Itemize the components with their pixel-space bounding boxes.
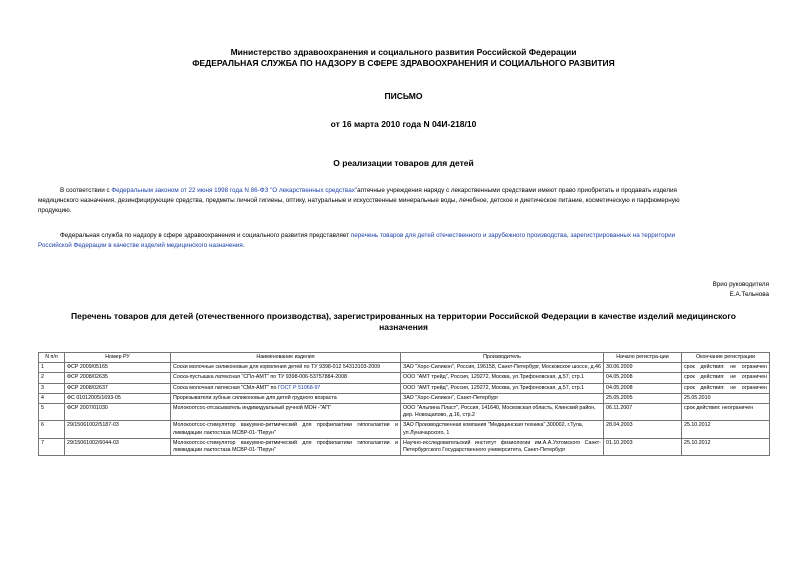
cell-manufacturer: Научно-исследовательский институт физиологии им.А.А.Ухтомского Санкт-Петербургского Государственного университета, Санкт-Петербург — [401, 438, 604, 455]
cell-start: 30.06.2009 — [604, 363, 682, 373]
list-title-line-2: назначения — [379, 322, 428, 332]
paragraph-1 — [38, 186, 769, 216]
cell-reg-number: ФСР 2007/01030 — [65, 404, 171, 421]
paragraph-1-line-1 — [38, 186, 769, 196]
cell-end: 25.10.2012 — [682, 438, 770, 455]
cell-start: 01.10.2003 — [604, 438, 682, 455]
table-row — [39, 421, 770, 438]
col-start-header: Начало регистра-ции — [604, 353, 682, 363]
doc-type: ПИСЬМО — [384, 91, 423, 101]
cell-end: срок действия: не ограничен — [682, 383, 770, 393]
cell-start: 28.04.2003 — [604, 421, 682, 438]
table-row — [39, 363, 770, 373]
cell-manufacturer: ООО "Альпина Пласт", Россия, 141640, Московская область, Клинский район, дер. Новощапово, д.16, стр.2 — [401, 404, 604, 421]
p2-prefix: Федеральная служба по надзору в сфере здравоохранения и социального развития представляет — [60, 232, 351, 239]
col-number-header: N п/п — [39, 353, 65, 363]
gost-link[interactable]: ГОСТ Р 51068-97 — [277, 384, 321, 391]
cell-product: Прорезыватели зубные силиконовые для детей грудного возраста — [171, 393, 401, 403]
cell-end: срок действия: не ограничен — [682, 363, 770, 373]
table-row — [39, 393, 770, 403]
table-row — [39, 438, 770, 455]
p2-end: . — [242, 242, 245, 249]
cell-number: 2 — [39, 373, 65, 383]
signature-title: Врио руководителя — [712, 281, 769, 288]
cell-end: 25.05.2010 — [682, 393, 770, 403]
col-end-header: Окончание регистрации — [682, 353, 770, 363]
cell-manufacturer: ЗАО "Хорс-Силикон", Россия, 196158, Санкт-Петербург, Московское шоссе, д.46 — [401, 363, 604, 373]
cell-reg-number: ФСР 2008/02635 — [65, 373, 171, 383]
cell-number: 4 — [39, 393, 65, 403]
signature-name: Е.А.Тельнова — [729, 291, 769, 298]
cell-product: Молокоотсос-отсасыватель индивидуальный ручной МОН -"АП" — [171, 404, 401, 421]
table-row — [39, 373, 770, 383]
cell-reg-number: ФСР 2009/05165 — [65, 363, 171, 373]
doc-subject: О реализации товаров для детей — [333, 158, 474, 168]
col-product-header: Наименование изделия — [171, 353, 401, 363]
paragraph-1-line-2: медицинского назначения, дезинфицирующие средства, предметы личной гигиены, оптику, натуральные и искусственные минеральные воды, лечебное, детское и диетическое питание, косметическую и парфюмерную — [38, 197, 680, 204]
product-name-prefix: Соска молочная латексная "СМл-АМТ" по — [173, 384, 278, 391]
paragraph-2 — [38, 231, 769, 251]
cell-end: срок действия: неограничен — [682, 404, 770, 421]
p1-rest: аптечные учреждения наряду с лекарственными средствами имеют право приобретать и продавать изделия — [357, 187, 677, 194]
cell-product: Молокоотсос-стимулятор вакуумно-ритмический для профилактики гипогалактии и ликвидации лактостаза МСВР-01-"Перун" — [171, 438, 401, 455]
paragraph-1-line-3: продукцию. — [38, 207, 72, 214]
cell-number: 5 — [39, 404, 65, 421]
cell-end: срок действия: не ограничен — [682, 373, 770, 383]
cell-manufacturer: ООО "АМТ трейд", Россия, 129272, Москва, ул.Трифоновская, д.57, стр.1 — [401, 383, 604, 393]
cell-product: Молокоотсос-стимулятор вакуумно-ритмический для профилактики гипогалактии и ликвидации лактостаза МСВР-01-"Перун" — [171, 421, 401, 438]
col-manufacturer-header: Производитель — [401, 353, 604, 363]
cell-reg-number: ФСР 2008/02637 — [65, 383, 171, 393]
col-reg-number-header: Номер РУ — [65, 353, 171, 363]
cell-number: 6 — [39, 421, 65, 438]
cell-manufacturer: ООО "АМТ трейд", Россия, 129272, Москва, ул.Трифоновская, д.57, стр.1 — [401, 373, 604, 383]
cell-reg-number: ФС 01012005/1693-05 — [65, 393, 171, 403]
ministry-name: Министерство здравоохранения и социального развития Российской Федерации — [230, 47, 577, 57]
cell-manufacturer: ЗАО "Хорс-Силикон", Санкт-Петербург — [401, 393, 604, 403]
table-header-row — [39, 353, 770, 363]
doc-date-number: от 16 марта 2010 года N 04И-218/10 — [330, 119, 477, 129]
cell-start: 04.05.2008 — [604, 373, 682, 383]
cell-end: 25.10.2012 — [682, 421, 770, 438]
cell-start: 04.05.2008 — [604, 383, 682, 393]
p1-prefix: В соответствии с — [60, 187, 112, 194]
paragraph-2-line-2 — [38, 241, 769, 251]
law-link[interactable]: Федеральным законом от 22 июня 1998 года N 86-ФЗ "О лекарственных средствах" — [111, 187, 358, 194]
paragraph-2-line-1 — [38, 231, 769, 241]
cell-number: 1 — [39, 363, 65, 373]
goods-table — [38, 352, 770, 456]
cell-reg-number: 29/15061002/5187-03 — [65, 421, 171, 438]
cell-product — [171, 383, 401, 393]
cell-manufacturer: ЗАО Производственная компания "Медицинская техника",300002, г.Тула, ул.Луначарского, 1 — [401, 421, 604, 438]
list-title-line-1: Перечень товаров для детей (отечественного производства), зарегистрированных на территории Российской Федерации в качестве изделий медицинского — [70, 311, 736, 321]
cell-start: 06.11.2007 — [604, 404, 682, 421]
cell-start: 25.05.2005 — [604, 393, 682, 403]
list-title — [38, 311, 769, 333]
table-row — [39, 404, 770, 421]
cell-number: 7 — [39, 438, 65, 455]
list-link-part2[interactable]: Российской Федерации в качестве изделий медицинского назначения — [38, 242, 243, 249]
service-name: ФЕДЕРАЛЬНАЯ СЛУЖБА ПО НАДЗОРУ В СФЕРЕ ЗДРАВООХРАНЕНИЯ И СОЦИАЛЬНОГО РАЗВИТИЯ — [192, 58, 615, 68]
list-link-part1[interactable]: перечень товаров для детей отечественного и зарубежного производства, зарегистрированных на территории — [350, 232, 676, 239]
cell-product: Соски молочные силиконовые для кормления детей по ТУ 9398-012 54313103-2009 — [171, 363, 401, 373]
cell-product: Соска-пустышка латексная "СПл-АМТ" по ТУ 9398-006-53757884-2008 — [171, 373, 401, 383]
cell-reg-number: 29/15061002/6044-03 — [65, 438, 171, 455]
cell-number: 3 — [39, 383, 65, 393]
table-row — [39, 383, 770, 393]
